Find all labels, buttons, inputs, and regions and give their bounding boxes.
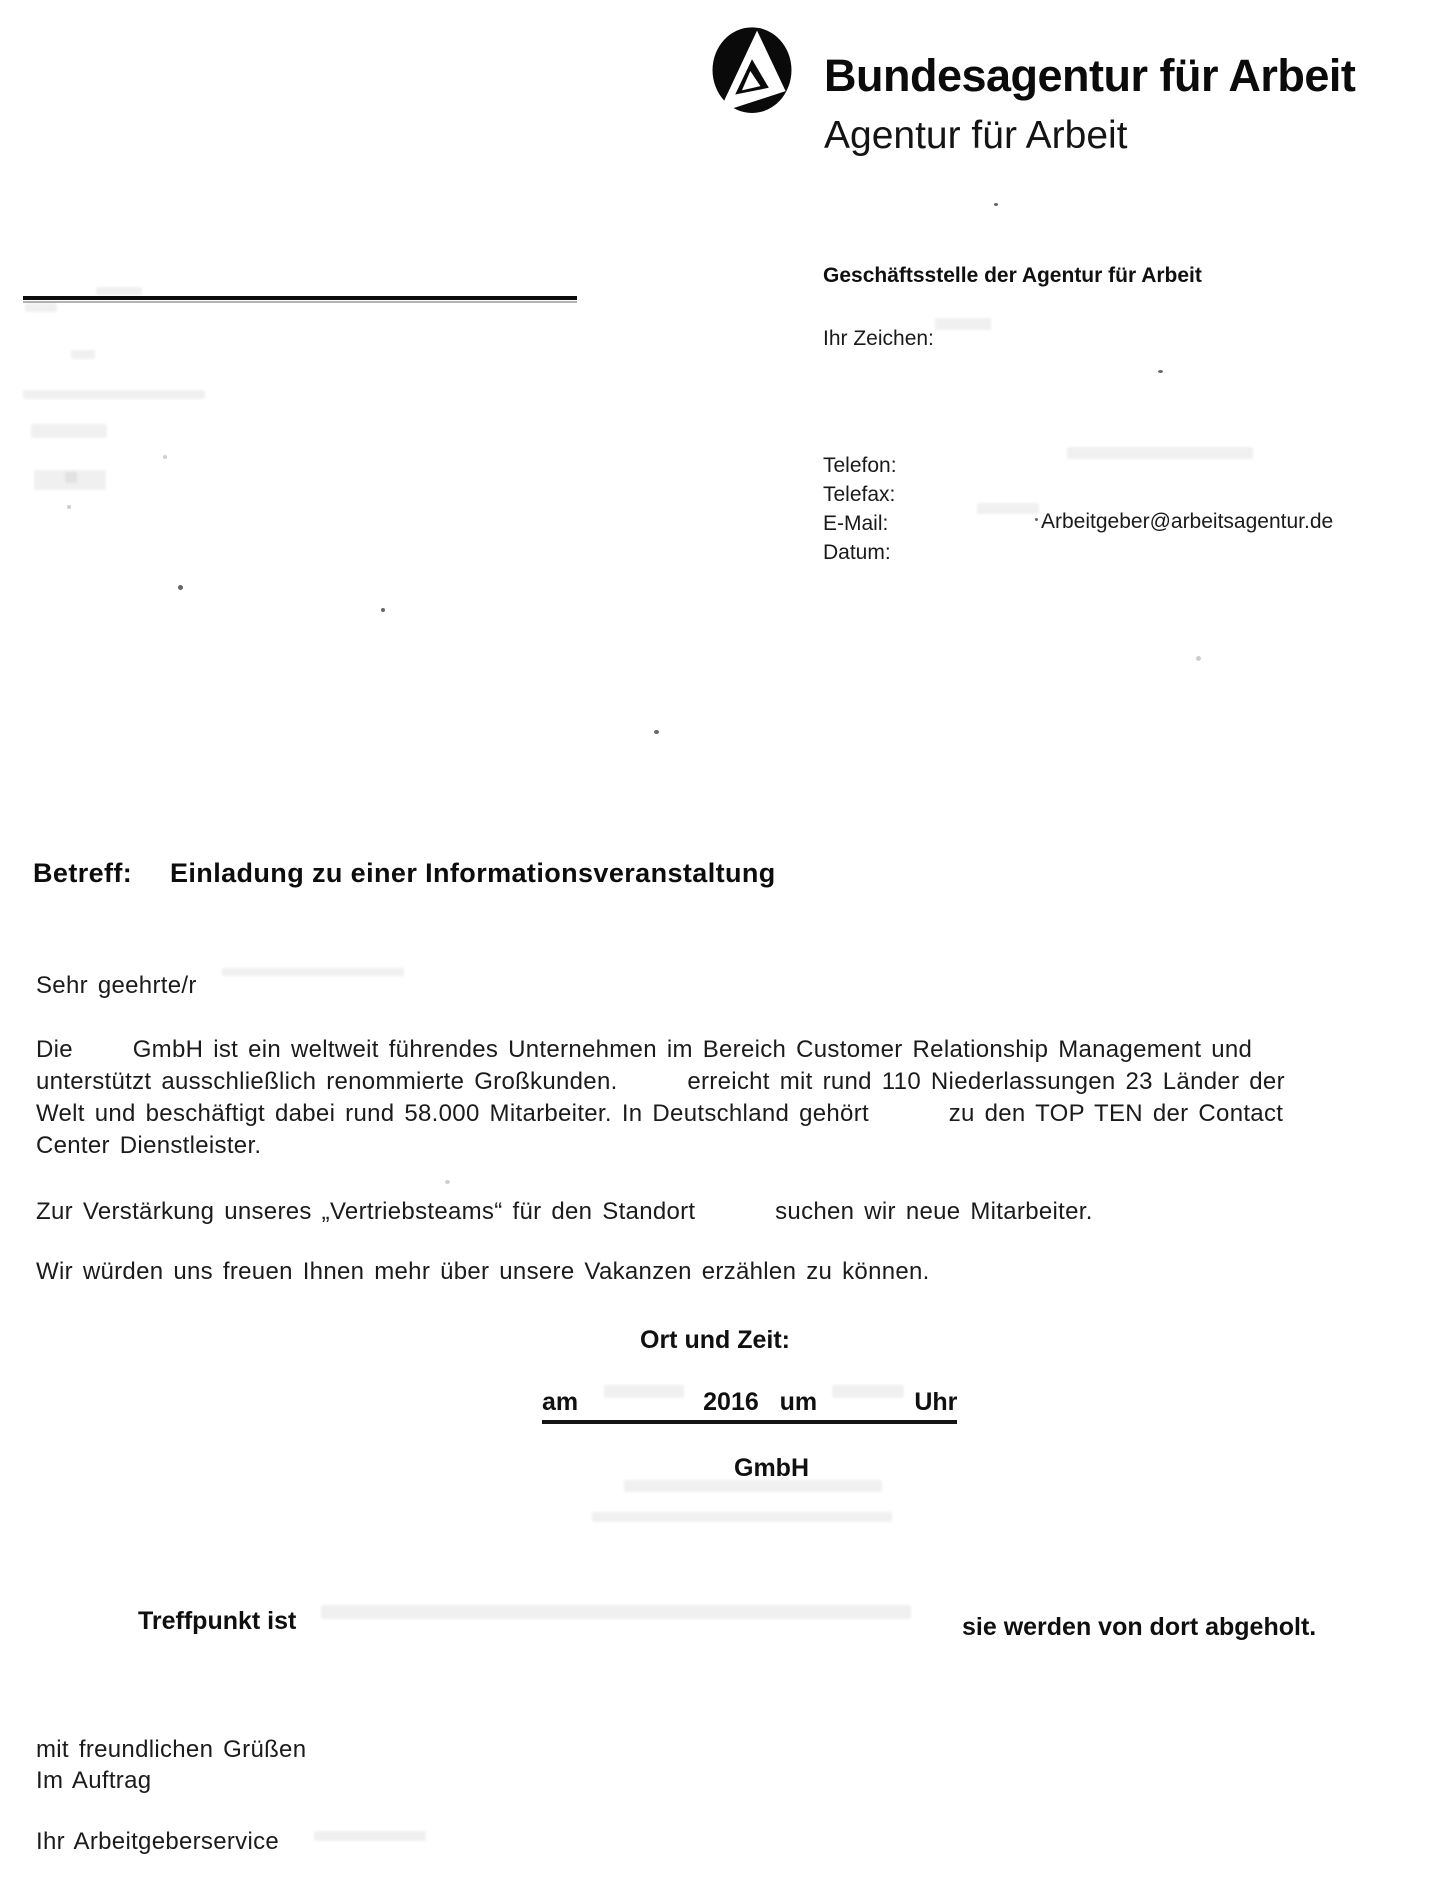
scan-artifact bbox=[624, 1480, 882, 1492]
paragraph1-line2: unterstützt ausschließlich renommierte Großkunden. erreicht mit rund 110 Niederlassungen 23 Länder der bbox=[36, 1068, 1285, 1095]
scan-artifact bbox=[34, 470, 106, 490]
meeting-point-text: Treffpunkt ist bbox=[138, 1607, 297, 1635]
scan-speck bbox=[445, 1180, 450, 1184]
bundesagentur-fuer-arbeit-logo-icon bbox=[710, 22, 794, 125]
subject-text: Einladung zu einer Informationsveranstaltung bbox=[170, 858, 776, 888]
scan-speck bbox=[654, 730, 659, 734]
sender-address-rule bbox=[23, 296, 577, 300]
scan-artifact bbox=[23, 390, 205, 399]
scan-artifact bbox=[31, 424, 107, 438]
pickup-note-text: sie werden von dort abgeholt. bbox=[962, 1613, 1317, 1641]
subject-label: Betreff: bbox=[33, 858, 133, 888]
closing-im-auftrag: Im Auftrag bbox=[36, 1767, 152, 1794]
salutation: Sehr geehrte/r bbox=[36, 972, 197, 999]
scan-artifact bbox=[977, 503, 1039, 514]
email-value: Arbeitgeber@arbeitsagentur.de bbox=[1041, 510, 1334, 533]
scan-speck bbox=[67, 505, 71, 509]
scan-speck bbox=[381, 608, 385, 612]
scan-speck bbox=[1035, 518, 1038, 521]
scan-artifact bbox=[1067, 447, 1253, 459]
scan-artifact bbox=[321, 1605, 911, 1619]
scan-speck bbox=[1196, 656, 1201, 661]
event-schedule-line: am 2016 um Uhr bbox=[542, 1388, 957, 1424]
ihr-zeichen-label: Ihr Zeichen: bbox=[823, 327, 934, 350]
scan-artifact bbox=[935, 318, 991, 330]
scan-artifact bbox=[222, 968, 404, 976]
scan-speck bbox=[994, 203, 998, 206]
brand-secondary: Agentur für Arbeit bbox=[824, 114, 1128, 157]
scan-artifact bbox=[604, 1385, 684, 1398]
event-company: GmbH bbox=[734, 1454, 809, 1482]
paragraph1-line3: Welt und beschäftigt dabei rund 58.000 Mitarbeiter. In Deutschland gehört zu den TOP TEN der Contact bbox=[36, 1100, 1284, 1127]
closing-greeting: mit freundlichen Grüßen bbox=[36, 1736, 307, 1763]
scan-artifact bbox=[314, 1831, 426, 1841]
datum-label: Datum: bbox=[823, 541, 891, 564]
telefon-label: Telefon: bbox=[823, 454, 897, 477]
paragraph1-line1: Die GmbH ist ein weltweit führendes Unternehmen im Bereich Customer Relationship Management und bbox=[36, 1036, 1253, 1063]
scan-speck bbox=[163, 455, 167, 459]
scan-speck bbox=[178, 585, 183, 590]
scan-artifact bbox=[71, 350, 95, 359]
telefax-label: Telefax: bbox=[823, 483, 896, 506]
scan-artifact bbox=[96, 287, 142, 295]
scan-artifact bbox=[832, 1385, 904, 1398]
sender-address-rule-shadow bbox=[23, 301, 577, 303]
closing-signature: Ihr Arbeitgeberservice bbox=[36, 1828, 280, 1855]
email-label: E-Mail: bbox=[823, 512, 889, 535]
scan-speck bbox=[1158, 370, 1163, 373]
scan-artifact bbox=[592, 1512, 892, 1522]
event-heading: Ort und Zeit: bbox=[640, 1326, 790, 1354]
scan-artifact bbox=[25, 303, 57, 312]
office-title: Geschäftsstelle der Agentur für Arbeit bbox=[823, 264, 1202, 287]
paragraph3: Wir würden uns freuen Ihnen mehr über unsere Vakanzen erzählen zu können. bbox=[36, 1258, 930, 1285]
brand-primary: Bundesagentur für Arbeit bbox=[824, 50, 1356, 101]
paragraph1-line4: Center Dienstleister. bbox=[36, 1132, 262, 1159]
paragraph2: Zur Verstärkung unseres „Vertriebsteams“ für den Standort suchen wir neue Mitarbeiter. bbox=[36, 1198, 1093, 1225]
